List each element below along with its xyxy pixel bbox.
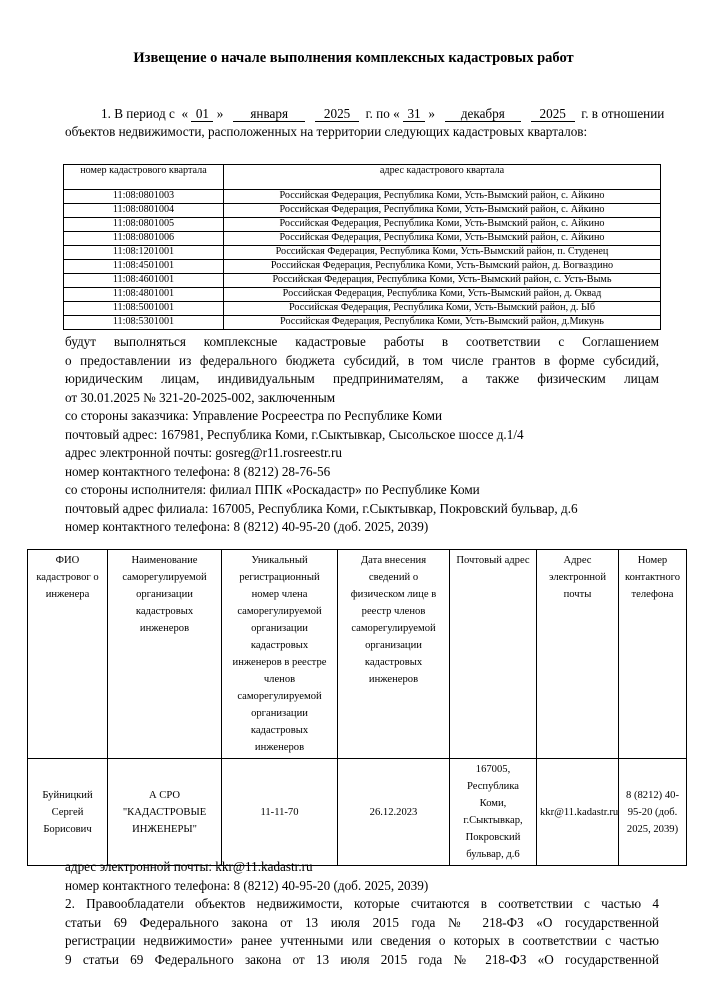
quarter-address: Российская Федерация, Республика Коми, Усть-Вымский район, с. Айкино bbox=[224, 218, 661, 232]
header-email: Адрес электронной почты bbox=[537, 550, 619, 759]
quote-close-to: » bbox=[428, 106, 435, 121]
paragraph-2-line-2: статьи 69 Федерального закона от 13 июля 2015 года № 218-ФЗ «О государственной bbox=[65, 914, 659, 930]
table-header-row bbox=[64, 165, 661, 190]
quarter-address: Российская Федерация, Республика Коми, Усть-Вымский район, с. Айкино bbox=[224, 204, 661, 218]
header-sro-name: Наименование саморегулируемой организации кадастровых инженеров bbox=[108, 550, 222, 759]
postal-address: 167005, Республика Коми, г.Сыктывкар, Покровский бульвар, д.6 bbox=[450, 759, 537, 866]
customer-address: почтовый адрес: 167981, Республика Коми, г.Сыктывкар, Сысольское шоссе д.1/4 bbox=[65, 426, 524, 442]
registry-date: 26.12.2023 bbox=[338, 759, 450, 866]
quarter-address: Российская Федерация, Республика Коми, Усть-Вымский район, с. Усть-Вымь bbox=[224, 274, 661, 288]
quarter-address: Российская Федерация, Республика Коми, Усть-Вымский район, с. Айкино bbox=[224, 232, 661, 246]
quarter-number: 11:08:0801005 bbox=[64, 218, 224, 232]
quote-close-from: » bbox=[216, 106, 224, 121]
year-to: 2025 bbox=[531, 106, 575, 122]
cadastral-quarters-table bbox=[63, 164, 661, 330]
cadastral-engineer-table bbox=[27, 549, 687, 866]
contractor-address: почтовый адрес филиала: 167005, Республика Коми, г.Сыктывкар, Покровский бульвар, д.6 bbox=[65, 500, 578, 516]
agreement-paragraph bbox=[65, 333, 659, 537]
footer-email: адрес электронной почты: kkr@11.kadastr.ru bbox=[65, 859, 313, 874]
customer-email: адрес электронной почты: gosreg@r11.rosreestr.ru bbox=[65, 445, 342, 460]
quarter-number: 11:08:0801004 bbox=[64, 204, 224, 218]
day-from: 01 bbox=[191, 106, 213, 122]
header-postal-address: Почтовый адрес bbox=[450, 550, 537, 759]
quarter-number: 11:08:1201001 bbox=[64, 246, 224, 260]
contractor-phone: номер контактного телефона: 8 (8212) 40-95-20 (доб. 2025, 2039) bbox=[65, 519, 429, 534]
quarter-number: 11:08:5301001 bbox=[64, 316, 224, 330]
paragraph-2-line-1: 2. Правообладатели объектов недвижимости, которые считаются в соответствии с частью 4 bbox=[65, 896, 659, 911]
quarter-address: Российская Федерация, Республика Коми, Усть-Вымский район, д.Микунь bbox=[224, 316, 661, 330]
quarter-number: 11:08:4801001 bbox=[64, 288, 224, 302]
table-row bbox=[64, 190, 661, 204]
header-engineer-name: ФИО кадастровог о инженера bbox=[28, 550, 108, 759]
quarter-address: Российская Федерация, Республика Коми, Усть-Вымский район, д. Ыб bbox=[224, 302, 661, 316]
period-line-2: объектов недвижимости, расположенных на территории следующих кадастровых кварталов: bbox=[65, 124, 588, 139]
month-from: января bbox=[233, 106, 305, 122]
header-quarter-address: адрес кадастрового квартала bbox=[224, 165, 661, 190]
quarter-address: Российская Федерация, Республика Коми, Усть-Вымский район, д. Оквад bbox=[224, 288, 661, 302]
table-row bbox=[64, 232, 661, 246]
engineer-phone: 8 (8212) 40-95-20 (доб. 2025, 2039) bbox=[619, 759, 687, 866]
header-registration-number: Уникальный регистрационный номер члена саморегулируемой организации кадастровых инженеров в реестре членов саморегулируемой организации кадастровых инженеров bbox=[222, 550, 338, 759]
quarter-number: 11:08:0801003 bbox=[64, 190, 224, 204]
table-row bbox=[64, 246, 661, 260]
quarter-number: 11:08:4601001 bbox=[64, 274, 224, 288]
table-row bbox=[64, 260, 661, 274]
paragraph-2-line-4: 9 статьи 69 Федерального закона от 13 июля 2015 года № 218-ФЗ «О государственной bbox=[65, 951, 659, 967]
table-row bbox=[64, 302, 661, 316]
header-quarter-number: номер кадастрового квартала bbox=[64, 165, 224, 190]
quote-open-to: « bbox=[393, 106, 400, 121]
quarter-number: 11:08:5001001 bbox=[64, 302, 224, 316]
agreement-line-1: будут выполняться комплексные кадастровые работы в соответствии с Соглашением bbox=[65, 334, 659, 349]
registration-number: 11-11-70 bbox=[222, 759, 338, 866]
quarter-address: Российская Федерация, Республика Коми, Усть-Вымский район, п. Студенец bbox=[224, 246, 661, 260]
day-to: 31 bbox=[403, 106, 425, 122]
period-suffix: г. в отношении bbox=[581, 106, 665, 121]
agreement-line-4: от 30.01.2025 № 321-20-2025-002, заключенным bbox=[65, 389, 336, 405]
customer-phone: номер контактного телефона: 8 (8212) 28-76-56 bbox=[65, 463, 331, 479]
table-header-row bbox=[28, 550, 687, 759]
quarter-address: Российская Федерация, Республика Коми, Усть-Вымский район, д. Вогваздино bbox=[224, 260, 661, 274]
table-row bbox=[64, 204, 661, 218]
sro-name: А СРО "КАДАСТРОВЫЕ ИНЖЕНЕРЫ" bbox=[108, 759, 222, 866]
month-to: декабря bbox=[445, 106, 521, 122]
customer-line: со стороны заказчика: Управление Росреестра по Республике Коми bbox=[65, 408, 443, 423]
page-title: Извещение о начале выполнения комплексных кадастровых работ bbox=[133, 50, 574, 66]
engineer-email: kkr@11.kadastr.ru bbox=[537, 759, 619, 866]
contractor-line: со стороны исполнителя: филиал ППК «Роскадастр» по Республике Коми bbox=[65, 482, 480, 497]
table-row bbox=[28, 759, 687, 866]
header-registry-date: Дата внесения сведений о физическом лице в реестр членов саморегулируемой организации кадастровых инженеров bbox=[338, 550, 450, 759]
quarter-address: Российская Федерация, Республика Коми, Усть-Вымский район, с. Айкино bbox=[224, 190, 661, 204]
agreement-line-2: о предоставлении из федерального бюджета субсидий, в том числе грантов в форме субсидий, bbox=[65, 352, 659, 368]
header-phone: Номер контактного телефона bbox=[619, 550, 687, 759]
period-paragraph bbox=[65, 105, 665, 141]
footer-section bbox=[65, 858, 659, 969]
g-po: г. по bbox=[365, 106, 390, 121]
quarter-number: 11:08:4501001 bbox=[64, 260, 224, 274]
table-row bbox=[64, 274, 661, 288]
year-from: 2025 bbox=[315, 106, 359, 122]
table-row bbox=[64, 288, 661, 302]
quote-open-from: « bbox=[181, 106, 189, 121]
paragraph-2-line-3: регистрации недвижимости» ранее учтенными или сведения о которых в соответствии с частью bbox=[65, 933, 659, 948]
period-line bbox=[65, 105, 665, 123]
table-row bbox=[64, 218, 661, 232]
table-row bbox=[64, 316, 661, 330]
footer-phone: номер контактного телефона: 8 (8212) 40-95-20 (доб. 2025, 2039) bbox=[65, 877, 429, 893]
period-prefix: 1. В период с bbox=[101, 106, 175, 121]
quarter-number: 11:08:0801006 bbox=[64, 232, 224, 246]
agreement-line-3: юридическим лицам, индивидуальным предпринимателям, а также физическим лицам bbox=[65, 371, 659, 386]
engineer-name: Буйницкий Сергей Борисович bbox=[28, 759, 108, 866]
